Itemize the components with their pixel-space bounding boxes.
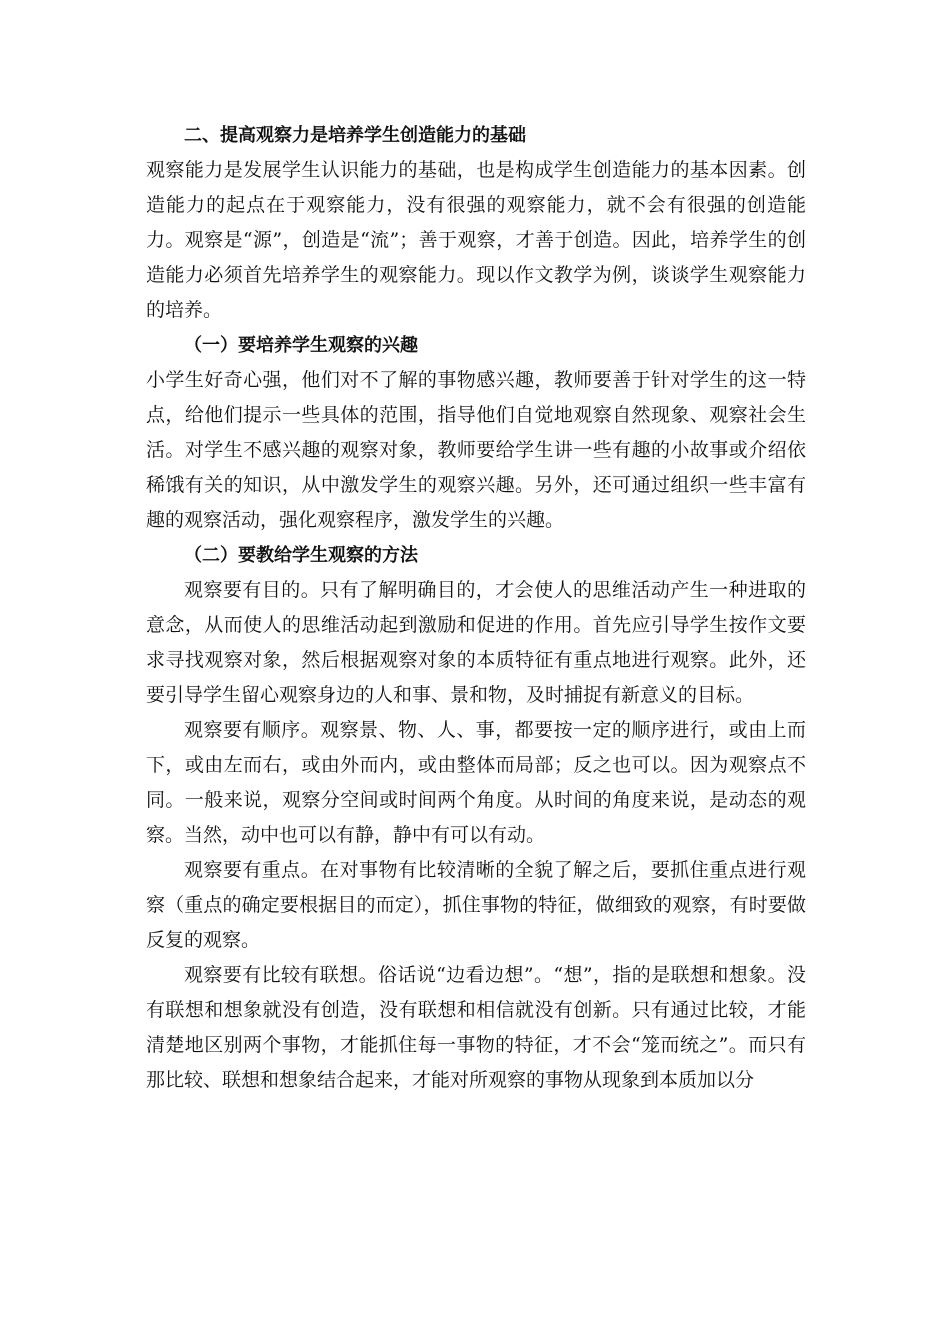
order-paragraph: 观察要有顺序。观察景、物、人、事，都要按一定的顺序进行，或由上而下，或由左而右，或由外而内，或由整体而局部；反之也可以。因为观察点不同。一般来说，观察分空间或时间两个角度。从时间的角度来说，是动态的观察。当然，动中也可以有静，静中有可以有动。 xyxy=(146,719,806,846)
subsection-title-interest: （一）要培养学生观察的兴趣 xyxy=(184,335,418,356)
purpose-paragraph: 观察要有目的。只有了解明确目的，才会使人的思维活动产生一种进取的意念，从而使人的思维活动起到激励和促进的作用。首先应引导学生按作文要求寻找观察对象，然后根据观察对象的本质特征有重点地进行观察。此外，还要引导学生留心观察身边的人和事、景和物，及时捕捉有新意义的目标。 xyxy=(146,579,806,706)
document-body xyxy=(146,118,806,1098)
compare-paragraph: 观察要有比较有联想。俗话说“边看边想”。“想”，指的是联想和想象。没有联想和想象就没有创造，没有联想和相信就没有创新。只有通过比较，才能清楚地区别两个事物，才能抓住每一事物的特征，才不会“笼而统之”。而只有那比较、联想和想象结合起来，才能对所观察的事物从现象到本质加以分 xyxy=(146,964,806,1091)
subsection-title-method: （二）要教给学生观察的方法 xyxy=(184,545,418,566)
focus-paragraph: 观察要有重点。在对事物有比较清晰的全貌了解之后，要抓住重点进行观察（重点的确定要根据目的而定），抓住事物的特征，做细致的观察，有时要做反复的观察。 xyxy=(146,859,806,951)
intro-paragraph: 观察能力是发展学生认识能力的基础，也是构成学生创造能力的基本因素。创造能力的起点在于观察能力，没有很强的观察能力，就不会有很强的创造能力。观察是“源”，创造是“流”；善于观察，才善于创造。因此，培养学生的创造能力必须首先培养学生的观察能力。现以作文教学为例，谈谈学生观察能力的培养。 xyxy=(146,159,806,321)
interest-paragraph: 小学生好奇心强，他们对不了解的事物感兴趣，教师要善于针对学生的这一特点，给他们提示一些具体的范围，指导他们自觉地观察自然现象、观察社会生活。对学生不感兴趣的观察对象，教师要给学生讲一些有趣的小故事或介绍依稀饿有关的知识，从中激发学生的观察兴趣。另外，还可通过组织一些丰富有趣的观察活动，强化观察程序，激发学生的兴趣。 xyxy=(146,369,806,531)
section-title: 二、提高观察力是培养学生创造能力的基础 xyxy=(184,125,526,146)
